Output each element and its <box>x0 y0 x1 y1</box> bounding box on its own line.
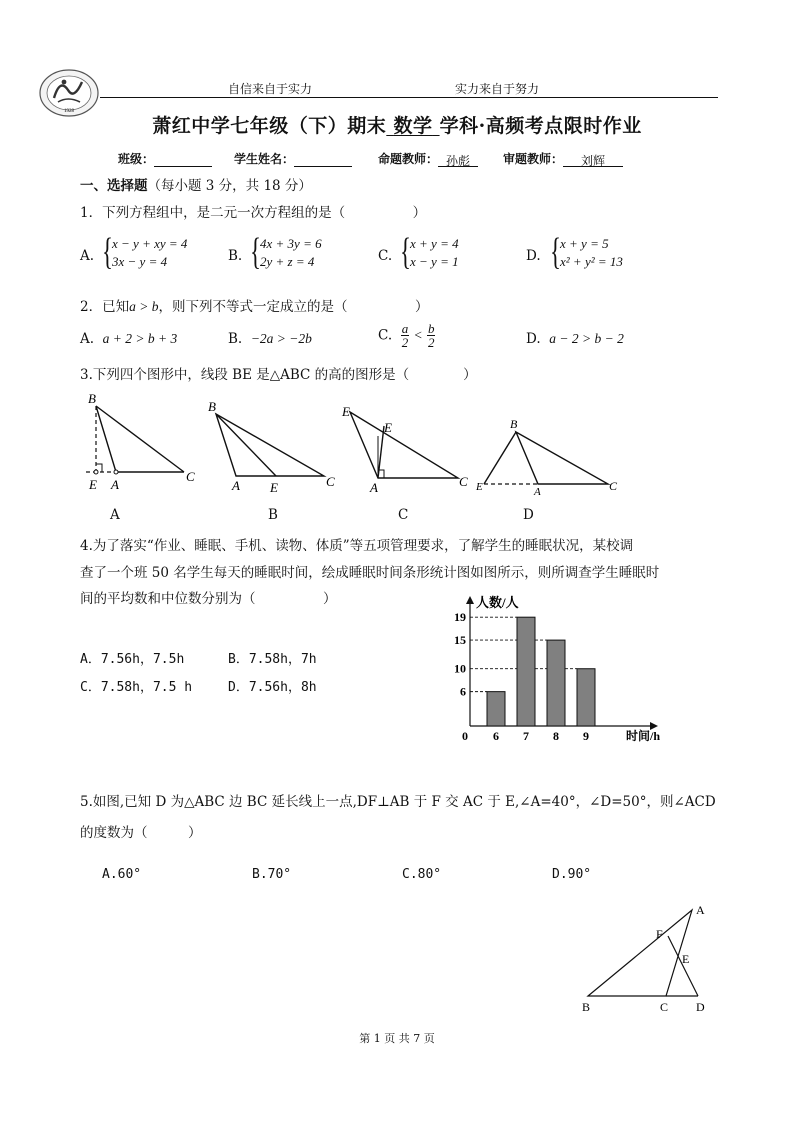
point-e: E <box>682 952 690 966</box>
q3-figure-c[interactable] <box>341 404 468 495</box>
motto-right: 实力来自于努力 <box>455 82 540 96</box>
reviewer-field: 审题教师： 刘辉 <box>503 150 623 167</box>
y-tick-6: 6 <box>460 684 466 699</box>
q1-option-b-label: B. <box>228 248 243 264</box>
logo-year: 1928 <box>64 109 74 114</box>
q3-caption-b: B <box>268 507 278 523</box>
q1-option-a-label: A. <box>80 248 95 264</box>
q5-line2: 的度数为（ ） <box>80 825 202 841</box>
svg-text:C: C <box>609 479 618 493</box>
svg-text:B: B <box>208 399 216 414</box>
svg-text:E: E <box>384 420 392 435</box>
q3-figure-d[interactable] <box>475 417 618 498</box>
q5-option-d[interactable]: D.90° <box>552 867 592 882</box>
point-f: F <box>656 927 663 941</box>
header-rule <box>100 97 718 98</box>
svg-text:E: E <box>89 477 97 492</box>
q2-option-c[interactable]: C. $\frac{a}{2}$ < $\frac{b}{2}$ <box>378 321 435 350</box>
svg-text:B: B <box>510 417 518 431</box>
q3-figures <box>78 388 638 500</box>
x-tick-6: 6 <box>493 729 499 743</box>
q1-stem: 1．下列方程组中，是二元一次方程组的是（ ） <box>80 205 427 221</box>
q2-option-b[interactable]: B. −2a > −2b <box>228 331 312 347</box>
q5-option-a[interactable]: A.60° <box>102 867 142 882</box>
q5-line1: 5.如图,已知 D 为△ABC 边 BC 延长线上一点,DF⊥AB 于 F 交 AC 于 E,∠A=40°，∠D=50°，则∠ACD <box>80 794 716 810</box>
point-d: D <box>696 1000 705 1014</box>
q2-option-a[interactable]: A. a + 2 > b + 3 <box>80 331 178 347</box>
svg-text:A: A <box>232 478 240 493</box>
q5-figure <box>572 900 722 1020</box>
student-name-blank[interactable] <box>294 152 352 167</box>
bar-8 <box>547 640 565 726</box>
svg-text:B: B <box>88 391 96 406</box>
q1-option-d-label: D. <box>526 248 541 264</box>
q4-line2: 查了一个班 50 名学生每天的睡眠时间，绘成睡眠时间条形统计图如图所示，则所调查学生睡眠时 <box>80 565 660 581</box>
q3-caption-d: D <box>523 507 534 523</box>
q3-stem: 3.下列四个图形中，线段 BE 是△ABC 的高的图形是（ ） <box>80 367 477 383</box>
q5-option-c[interactable]: C.80° <box>402 867 442 882</box>
q1-option-c-label: C. <box>378 248 393 264</box>
q4-option-b[interactable]: B．7.58h，7h <box>228 652 317 667</box>
bar-6 <box>487 692 505 726</box>
title-prefix: 萧红中学七年级（下）期末 <box>152 115 387 137</box>
page-title <box>0 111 794 138</box>
class-field: 班级： <box>118 150 212 167</box>
y-axis-label: 人数/人 <box>476 595 519 610</box>
title-suffix: 学科·高频考点限时作业 <box>439 115 642 137</box>
x-tick-7: 7 <box>523 729 529 743</box>
section-heading: 一、选择题（每小题 3 分，共 18 分） <box>80 178 312 194</box>
motto-left: 自信来自于实力 <box>228 82 313 96</box>
point-c: C <box>660 1000 669 1014</box>
y-tick-15: 15 <box>454 633 466 648</box>
svg-text:C: C <box>326 474 335 489</box>
class-blank[interactable] <box>154 152 212 167</box>
author-field: 命题教师： 孙彪 <box>378 150 478 167</box>
x-tick-9: 9 <box>583 729 589 743</box>
y-axis-arrow <box>466 596 474 604</box>
svg-text:C: C <box>459 474 468 489</box>
svg-text:C: C <box>186 469 195 484</box>
q2-stem: 2．已知a > b，则下列不等式一定成立的是（ ） <box>80 299 429 315</box>
origin-label: 0 <box>462 729 468 743</box>
q3-figure-a[interactable] <box>86 391 195 492</box>
svg-text:E: E <box>476 481 483 493</box>
q5-option-b[interactable]: B.70° <box>252 867 292 882</box>
q4-line3: 间的平均数和中位数分别为（ ） <box>80 591 337 607</box>
q3-caption-c: C <box>398 507 409 523</box>
page-footer: 第 1 页 共 7 页 <box>359 1032 435 1045</box>
point-b: B <box>582 1000 591 1014</box>
svg-text:A: A <box>534 486 541 498</box>
q4-option-c[interactable]: C．7.58h，7.5 h <box>80 680 193 695</box>
svg-text:E: E <box>342 404 350 419</box>
title-subject: 数学 <box>393 115 433 137</box>
sleep-time-bar-chart <box>440 590 670 750</box>
author-name: 孙彪 <box>438 152 478 167</box>
point-a: A <box>696 903 705 917</box>
q4-line1: 4.为了落实“作业、睡眠、手机、读物、体质”等五项管理要求，了解学生的睡眠状况，某校调 <box>80 538 634 554</box>
x-tick-8: 8 <box>553 729 559 743</box>
q4-option-d[interactable]: D．7.56h，8h <box>228 680 317 695</box>
svg-text:A: A <box>111 477 119 492</box>
reviewer-name: 刘辉 <box>563 152 623 167</box>
bar-9 <box>577 669 595 726</box>
student-name-field: 学生姓名： <box>234 150 352 167</box>
q4-option-a[interactable]: A．7.56h，7.5h <box>80 652 185 667</box>
y-tick-19: 19 <box>454 610 466 625</box>
y-tick-10: 10 <box>454 661 466 676</box>
bar-7 <box>517 617 535 726</box>
svg-text:A: A <box>370 480 378 495</box>
segment-df <box>668 936 698 996</box>
q3-caption-a: A <box>110 507 120 523</box>
x-axis-label: 时间/h <box>626 729 661 743</box>
q2-option-d[interactable]: D. a − 2 > b − 2 <box>526 331 624 347</box>
svg-text:E: E <box>270 480 278 495</box>
q3-figure-b[interactable] <box>208 399 335 495</box>
